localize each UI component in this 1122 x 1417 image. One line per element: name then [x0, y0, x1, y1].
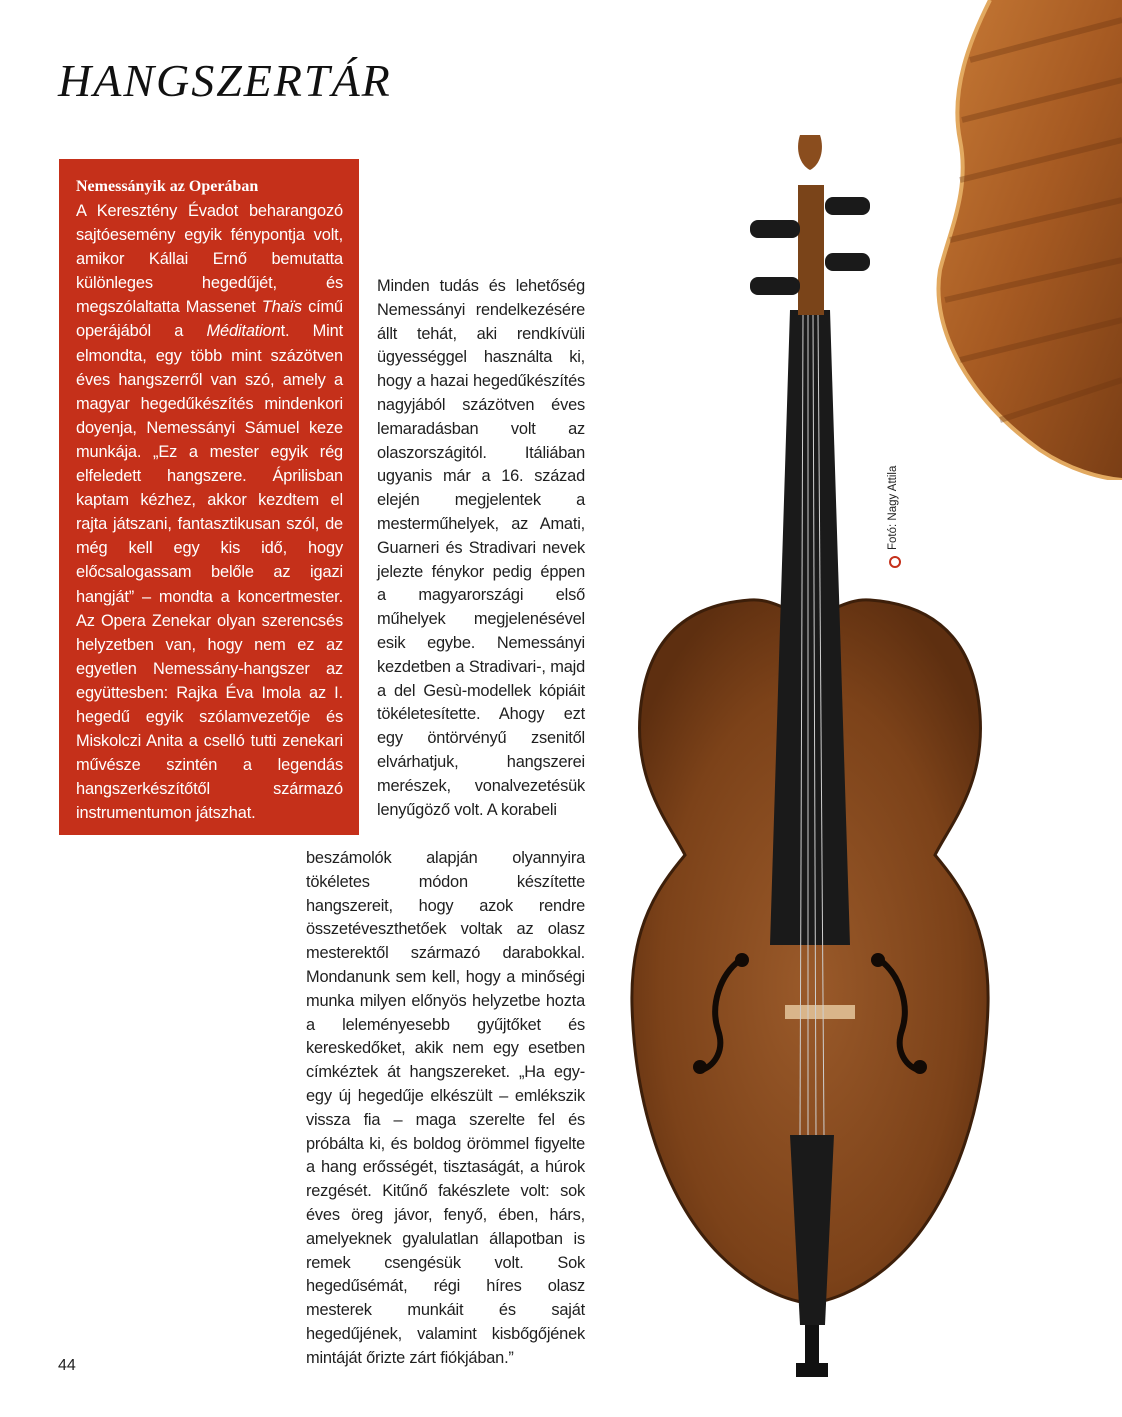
page-number: 44 — [58, 1357, 76, 1374]
sidebar-piece-title: Méditation — [206, 322, 281, 341]
article-text-upper: Minden tudás és lehetőség Nemessányi rendelkezésére állt tehát, aki rendkívüli ügyességgel használta ki, hogy a hazai hegedűkészítés nagyjából százötven éves lemaradásban volt az olaszországitól. Itáliában ugyanis már a 16. század elején megjelentek a mesterműhelyek, az Amati, Guarneri és Stradivari nevek jelezte fénykor pedig éppen a magyarországi első műhelyek megjelenésével esik egybe. Nemessányi kezdetben a Stradivari-, majd a del Gesù-modellek kópiáit tökéletesítette. Ahogy ezt egy öntörvényű zsenitől elvárhatjuk, hangszerei merészek, vonalvezetésük lenyűgöző volt. A korabeli — [377, 277, 585, 819]
cello-photo — [600, 125, 1020, 1395]
sidebar-box — [59, 159, 359, 835]
sidebar-heading: Nemessányik az Operában — [76, 178, 259, 195]
section-title: HANGSZERTÁR — [58, 55, 392, 106]
sidebar-text-2: című operájából a — [76, 298, 343, 341]
sidebar-text-3: t. Mint elmondta, egy több mint százötven éves hangszerről van szó, amely a magyar hegedűkészítés mindenkori doyenja, Nemessányi Sámuel keze munkája. „Ez a mester egyik rég elfeledett hangszere. Áprilisban kaptam kézhez, akkor kezdtem el rajta játszani, fantasztikusan szól, de még kell egy kis idő, hogy előcsalogassam belőle az igazi hangját” – mondta a koncertmester. Az Opera Zenekar olyan szerencsés helyzetben van, hogy nem ez az egyetlen Nemessány-hangszer az együttesben: Rajka Éva Imola az I. hegedű egyik szólamvezetője és Miskolczi Anita a cselló tutti zenekari művésze szintén a legendás hangszerkészítőtől származó instrumentumon játszhat. — [76, 322, 344, 823]
article-text-lower: beszámolók alapján olyannyira tökéletes módon készítette hangszereit, hogy azok rendre összetéveszthetőek voltak az olasz mesterektől származó darabokkal. Mondanunk sem kell, hogy a minőségi munka milyen előnyös helyzetbe hozta a leleményesebb gyűjtőket és kereskedőket, akik nem egy esetben címkéztek át hangszereket. „Ha egy-egy új hegedűje elkészült – emlékszik vissza fia – maga szerelte fel és próbálta ki, és boldog örömmel figyelte a hang erősségét, tisztaságát, a húrok rezgését. Kitűnő fakészlete volt: sok éves öreg jávor, fenyő, ében, hárs, amelyeknek gyalulatlan állapotban is remek csengésük volt. Sok hegedűsémát, régi híres olasz mesterek munkáit és saját hegedűjének, valamint kisbőgőjének mintáját őrizte zárt fiókjában.” — [306, 849, 585, 1367]
photo-credit: Fotó: Nagy Attila — [887, 465, 899, 550]
sidebar-opera-title: Thaïs — [261, 298, 302, 317]
sidebar-text-1: A Keresztény Évadot beharangozó sajtóesemény egyik fénypontja volt, amikor Kállai Ernő bemutatta különleges hegedűjét, és megszólaltatta Massenet — [76, 202, 343, 317]
sidebar-body — [76, 199, 343, 825]
photo-credit-marker — [889, 556, 901, 568]
